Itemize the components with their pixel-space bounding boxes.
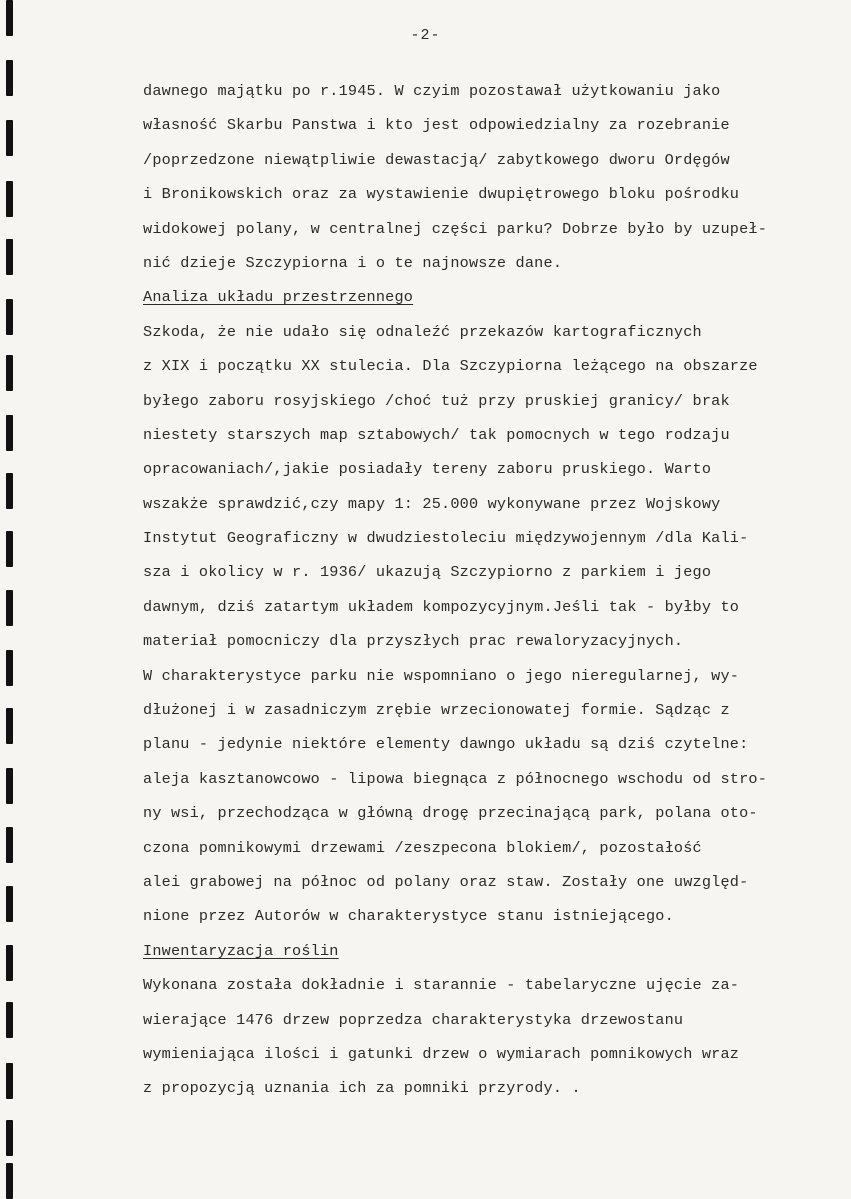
binding-mark: [6, 886, 13, 922]
text-line: sza i okolicy w r. 1936/ ukazują Szczypiorno z parkiem i jego: [143, 563, 712, 582]
text-line: nione przez Autorów w charakterystyce stanu istniejącego.: [143, 907, 674, 926]
text-line: dawnym, dziś zatartym układem kompozycyjnym.Jeśli tak - byłby to: [143, 597, 740, 616]
binding-mark: [6, 590, 13, 626]
binding-mark: [6, 473, 13, 509]
text-line: własność Skarbu Panstwa i kto jest odpowiedzialny za rozebranie: [143, 116, 730, 135]
text-line: aleja kasztanowcowo - lipowa biegnąca z północnego wschodu od stro-: [143, 769, 768, 788]
text-line: wszakże sprawdzić,czy mapy 1: 25.000 wykonywane przez Wojskowy: [143, 494, 721, 513]
binding-mark: [6, 355, 13, 391]
text-line: wymieniająca ilości i gatunki drzew o wymiarach pomnikowych wraz: [143, 1044, 740, 1063]
text-line: alei grabowej na północ od polany oraz staw. Zostały one uwzględ-: [143, 872, 749, 891]
section-heading: Inwentaryzacja roślin: [143, 941, 339, 960]
section-heading: Analiza układu przestrzennego: [143, 288, 414, 307]
binding-mark: [6, 708, 13, 744]
text-line: czona pomnikowymi drzewami /zeszpecona blokiem/, pozostałość: [143, 838, 702, 857]
text-line: materiał pomocniczy dla przyszłych prac rewaloryzacyjnych.: [143, 632, 684, 651]
binding-mark: [6, 827, 13, 863]
text-line: z XIX i początku XX stulecia. Dla Szczypiorna leżącego na obszarze: [143, 357, 758, 376]
text-line: Instytut Geograficzny w dwudziestoleciu międzywojennym /dla Kali-: [143, 529, 749, 548]
binding-mark: [6, 1163, 13, 1199]
text-line: wierające 1476 drzew poprzedza charakterystyka drzewostanu: [143, 1010, 684, 1029]
text-line: ny wsi, przechodząca w główną drogę przecinającą park, polana oto-: [143, 804, 758, 823]
binding-mark: [6, 415, 13, 451]
binding-mark: [6, 239, 13, 275]
binding-mark: [6, 1002, 13, 1038]
text-line: niestety starszych map sztabowych/ tak pomocnych w tego rodzaju: [143, 425, 730, 444]
text-line: dłużonej i w zasadniczym zrębie wrzecionowatej formie. Sądząc z: [143, 701, 730, 720]
page-number: -2-: [410, 27, 441, 44]
binding-mark: [6, 1063, 13, 1099]
text-line: widokowej polany, w centralnej części parku? Dobrze było by uzupeł-: [143, 219, 768, 238]
text-line: z propozycją uznania ich za pomniki przyrody. .: [143, 1079, 581, 1098]
binding-mark: [6, 299, 13, 335]
text-line: i Bronikowskich oraz za wystawienie dwupiętrowego bloku pośrodku: [143, 185, 740, 204]
binding-mark: [6, 60, 13, 96]
binding-mark: [6, 120, 13, 156]
binding-mark: [6, 945, 13, 981]
binding-mark: [6, 181, 13, 217]
binding-mark: [6, 650, 13, 686]
text-line: W charakterystyce parku nie wspomniano o jego nieregularnej, wy-: [143, 666, 740, 685]
text-line: byłego zaboru rosyjskiego /choć tuż przy pruskiej granicy/ brak: [143, 391, 730, 410]
text-line: Wykonana została dokładnie i starannie - tabelaryczne ujęcie za-: [143, 976, 740, 995]
binding-mark: [6, 531, 13, 567]
text-line: dawnego majątku po r.1945. W czyim pozostawał użytkowaniu jako: [143, 82, 721, 100]
text-line: opracowaniach/,jakie posiadały tereny zaboru pruskiego. Warto: [143, 460, 712, 479]
text-line: planu - jedynie niektóre elementy dawngo układu są dziś czytelne:: [143, 735, 749, 754]
text-line: Szkoda, że nie udało się odnaleźć przekazów kartograficznych: [143, 322, 702, 341]
binding-holes: [6, 0, 26, 1199]
text-line: nić dzieje Szczypiorna i o te najnowsze dane.: [143, 253, 563, 272]
binding-mark: [6, 768, 13, 804]
binding-mark: [6, 1120, 13, 1156]
body-text: [143, 74, 843, 1106]
text-line: /poprzedzone niewątpliwie dewastacją/ zabytkowego dworu Ordęgów: [143, 150, 730, 169]
